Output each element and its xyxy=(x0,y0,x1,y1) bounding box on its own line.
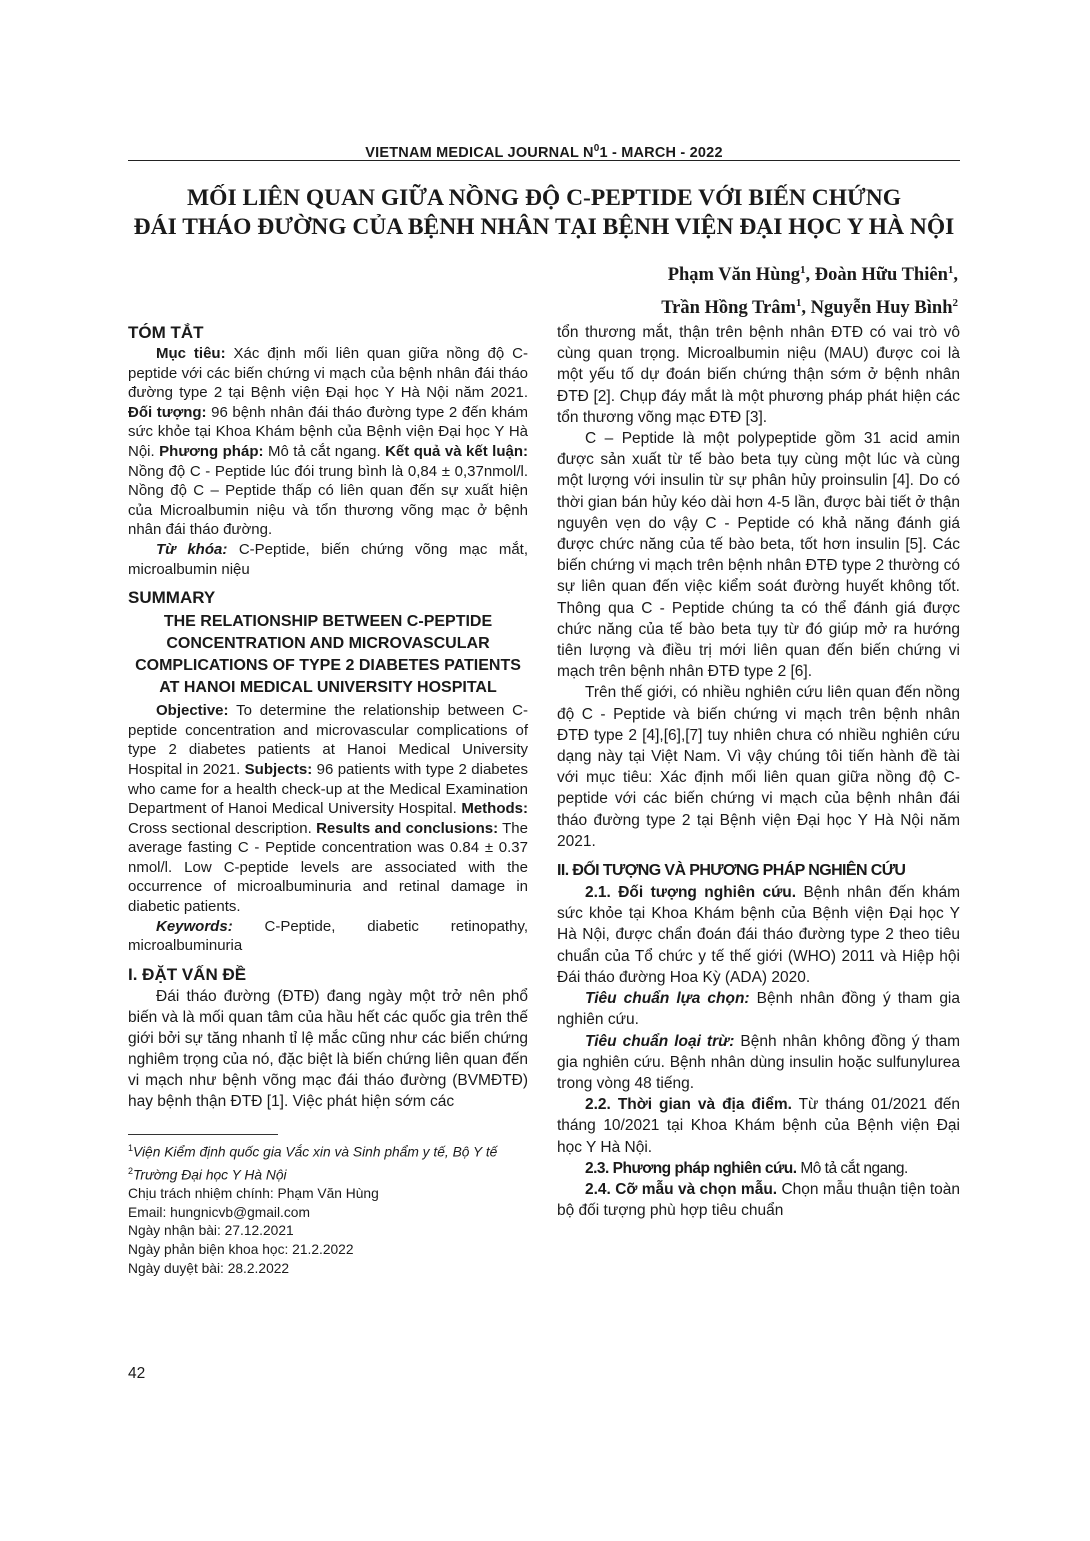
footnote-affiliation-1: $^1$Viện Kiểm định quốc gia Vắc xin và Sinh phẩm y tế, Bộ Y tế xyxy=(128,1142,498,1160)
en-abstract-body: Objective: To determine the relationship between C-peptide concentration and microvascular complications of type 2 diabetes patients at Hanoi Medical University Hospital in 2021. Subjects: 96 patients with type 2 diabetes who came for a health check-up at the Medical Examination Department of Hanoi Medical University Hospital. Methods: Cross sectional description. Results and conclusions: The average fasting C - Peptide concentration was 0.84 ± 0.37 nmol/l. Low C-peptide levels are associated with the occurrence of microalbuminuria and retinal damage in diabetic patients. xyxy=(128,702,529,916)
vn-keywords: Từ khóa: C-Peptide, biến chứng võng mạc mắt, microalbumin niệu xyxy=(128,540,529,578)
footnote-reviewed-date: Ngày phản biện khoa học: 21.2.2022 xyxy=(128,1242,354,1257)
en-article-title: THE RELATIONSHIP BETWEEN C-PEPTIDE CONCENTRATION AND MICROVASCULAR COMPLICATIONS OF TYPE 2 DIABETES PATIENTS AT HANOI MEDICAL UNIVERSITY HOSPITAL xyxy=(135,613,521,697)
intro-paragraph-2: C – Peptide là một polypeptide gồm 31 acid amin được sản xuất từ tế bào beta tụy cùng một lúc và cùng một lượng với insulin từ sự phân hủy proinsulin [4]. Do có thời gian bán hủy kéo dài hơn 4-5 lần, được bài tiết ở thận nguyên vẹn do vậy C - Peptide có khả năng đánh giá được chức năng của tế bào beta, tốt hơn insulin [5]. Các biến chứng vi mạch trên bệnh nhân ĐTĐ type 2 thường có sự liên quan đến việc kiểm soát đường huyết không tốt. Thông qua C - Peptide chúng ta có thể đánh giá được chức năng của tế bào beta tụy từ đó giúp mở ra hướng tiên lượng và điều trị mới liên quan đến biến chứng vi mạch trên bệnh nhân ĐTĐ type 2 [6]. xyxy=(557,430,960,681)
inclusion-criteria: Tiêu chuẩn lựa chọn: Bệnh nhân đồng ý tham gia nghiên cứu. xyxy=(557,990,960,1029)
section-2-2: 2.2. Thời gian và địa điểm. Từ tháng 01/2021 đến tháng 10/2021 tại Khoa Khám bệnh của Bệnh viện Đại học Y Hà Nội. xyxy=(557,1096,960,1156)
section-2-3: 2.3. Phương pháp nghiên cứu. Mô tả cắt ngang. xyxy=(585,1159,908,1177)
title-line-2: ĐÁI THÁO ĐƯỜNG CỦA BỆNH NHÂN TẠI BỆNH VIỆN ĐẠI HỌC Y HÀ NỘI xyxy=(133,214,955,240)
title-line-1: MỐI LIÊN QUAN GIỮA NỒNG ĐỘ C-PEPTIDE VỚI BIẾN CHỨNG xyxy=(187,185,901,211)
author-list xyxy=(661,256,958,322)
page-number: 42 xyxy=(128,1365,146,1382)
methods-heading: II. ĐỐI TƯỢNG VÀ PHƯƠNG PHÁP NGHIÊN CỨU xyxy=(557,862,906,880)
footnote-affiliation-2: $^2$Trường Đại học Y Hà Nội xyxy=(128,1166,287,1183)
intro-paragraph-3: Trên thế giới, có nhiều nghiên cứu liên quan đến nồng độ C - Peptide và biến chứng vi mạch trên bệnh nhân ĐTĐ type 2 [4],[6],[7] tuy nhiên chưa có nhiều nghiên cứu dạng này tại Việt Nam. Vì vậy chúng tôi tiến hành đề tài với mục tiêu: Xác định mối liên quan giữa nồng độ C-peptide với các biến chứng vi mạch của bệnh nhân đái tháo đường type 2 tại Bệnh viện Đại học Y Hà Nội năm 2021. xyxy=(557,684,960,850)
en-keywords: Keywords: C-Peptide, diabetic retinopathy, microalbuminuria xyxy=(128,917,528,955)
intro-paragraph-1-continued: tổn thương mắt, thận trên bệnh nhân ĐTĐ có vai trò vô cùng quan trọng. Microalbumin niệu (MAU) được coi là một yếu tố dự đoán biến chứng thận sớm ở bệnh nhân ĐTĐ [2]. Chụp đáy mắt là một phương pháp phát hiện các tổn thương võng mạc ĐTĐ [3]. xyxy=(557,324,960,426)
section-2-4: 2.4. Cỡ mẫu và chọn mẫu. Chọn mẫu thuận tiện toàn bộ đối tượng phù hợp tiêu chuẩn xyxy=(557,1180,960,1220)
en-abstract-heading: SUMMARY xyxy=(128,588,216,608)
vn-abstract-heading: TÓM TẮT xyxy=(128,323,204,342)
footnote-accepted-date: Ngày duyệt bài: 28.2.2022 xyxy=(128,1260,290,1276)
vn-abstract-body: Mục tiêu: Xác định mối liên quan giữa nồng độ C-peptide với các biến chứng vi mạch của bệnh nhân đái tháo đường type 2 tại Bệnh viện Đại học Y Hà Nội năm 2021. Đối tượng: 96 bệnh nhân đái tháo đường type 2 đến khám sức khỏe tại Khoa Khám bệnh của Bệnh viện Đại học Y Hà Nội. Phương pháp: Mô tả cắt ngang. Kết quả và kết luận: Nồng độ C - Peptide lúc đói trung bình là 0,84 ± 0,37nmol/l. Nồng độ C – Peptide thấp có liên quan đến sự xuất hiện của Microalbumin niệu và tổn thương võng mạc ở bệnh nhân đái tháo đường. xyxy=(128,345,529,539)
footnote-received-date: Ngày nhận bài: 27.12.2021 xyxy=(128,1223,294,1239)
right-column xyxy=(557,322,960,1221)
left-column xyxy=(128,322,528,1278)
intro-paragraph-1: Đái tháo đường (ĐTĐ) đang ngày một trở nên phổ biến và là mối quan tâm của hầu hết các quốc gia trên thế giới bởi sự tăng nhanh tỉ lệ mắc cũng như các biến chứng nghiêm trọng của nó, đặc biệt là biến chứng liên quan đến vi mạch như bệnh võng mạc đái tháo đường (BVMĐTĐ) hay bệnh thận ĐTĐ [1]. Việc phát hiện sớm các xyxy=(128,987,528,1110)
authors-line-2: Trần Hồng Trâm$^1$, Nguyễn Huy Bình$^2$ xyxy=(661,297,958,319)
intro-heading: I. ĐẶT VẤN ĐỀ xyxy=(128,964,247,984)
footnote-email: Email: hungnicvb@gmail.com xyxy=(128,1204,310,1220)
header-rule xyxy=(128,160,960,161)
authors-line-1: Phạm Văn Hùng$^1$, Đoàn Hữu Thiên$^1$, xyxy=(667,264,958,286)
footnote-corresponding-author: Chịu trách nhiệm chính: Phạm Văn Hùng xyxy=(128,1186,379,1202)
section-2-1: 2.1. Đối tượng nghiên cứu. Bệnh nhân đến khám sức khỏe tại Khoa Khám bệnh của Bệnh viện Đại học Y Hà Nội, được chẩn đoán đái tháo đường type 2 theo tiêu chuẩn của Tổ chức y tế thế giới (WHO) 2011 và Hiệp hội Đái tháo đường Hoa Kỳ (ADA) 2020. xyxy=(557,884,961,986)
footnote-rule xyxy=(128,1134,278,1135)
running-header: VIETNAM MEDICAL JOURNAL $N^01$ - MARCH - 2022 xyxy=(365,143,723,161)
exclusion-criteria: Tiêu chuẩn loại trừ: Bệnh nhân không đồng ý tham gia nghiên cứu. Bệnh nhân dùng insulin hoặc sulfunylurea trong vòng 48 tiếng. xyxy=(557,1032,960,1092)
article-title xyxy=(128,184,960,242)
